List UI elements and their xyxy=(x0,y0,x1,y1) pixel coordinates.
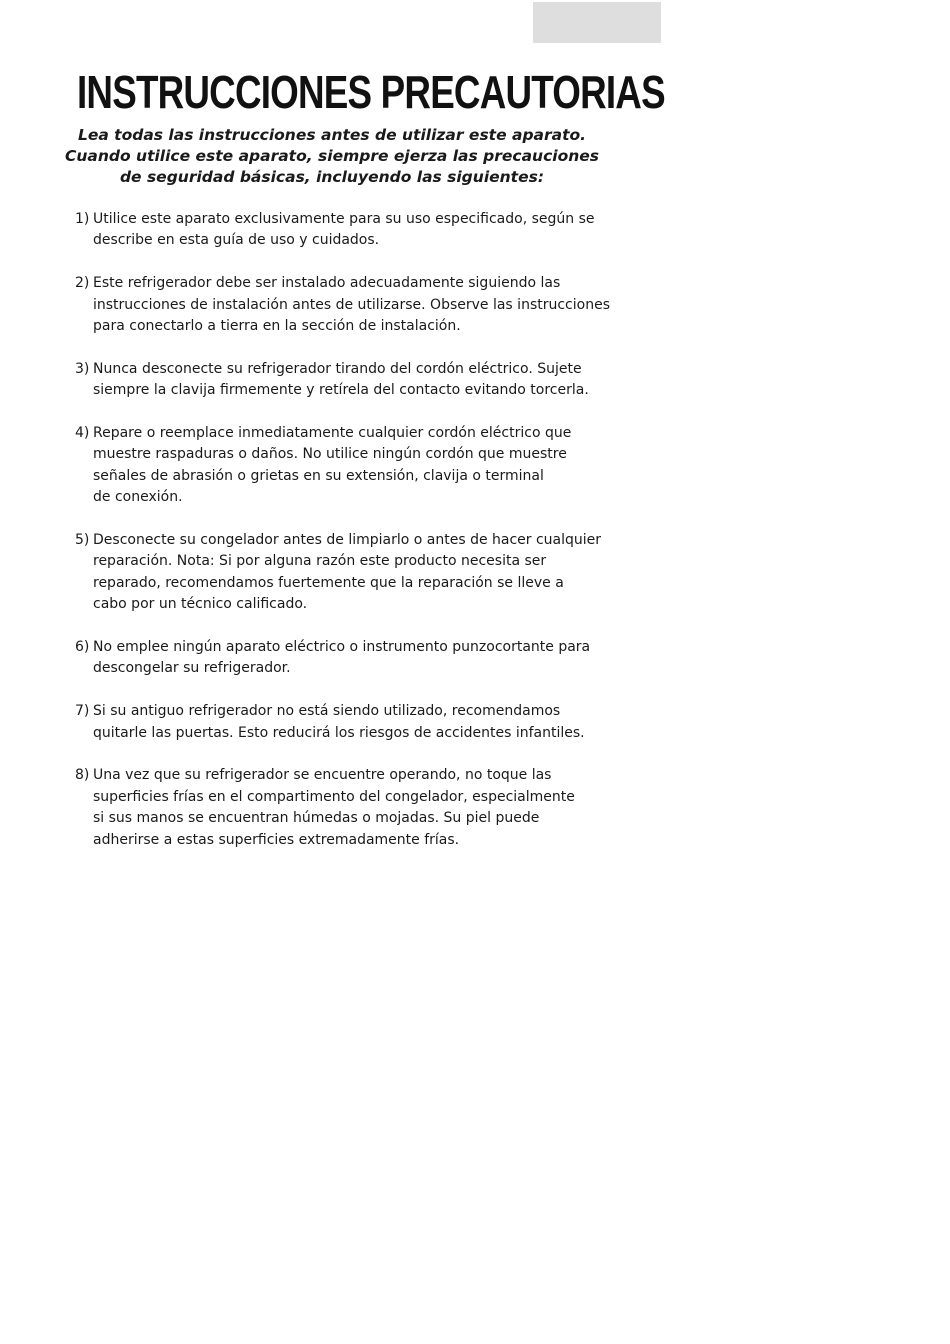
instruction-number: 7) xyxy=(75,703,90,720)
instruction-text-line: de conexión. xyxy=(93,489,183,506)
instruction-text-line: reparación. Nota: Si por alguna razón este producto necesita ser xyxy=(93,553,547,570)
instruction-text-line: descongelar su refrigerador. xyxy=(93,660,291,677)
instruction-item xyxy=(75,701,615,744)
instruction-text-line: superficies frías en el compartimento del congelador, especialmente xyxy=(93,788,575,805)
instruction-number: 8) xyxy=(75,767,90,784)
instruction-number: 6) xyxy=(75,639,90,656)
instruction-text-line: si sus manos se encuentran húmedas o mojadas. Su piel puede xyxy=(93,810,540,827)
instruction-list xyxy=(75,209,615,872)
intro-line: Cuando utilice este aparato, siempre ejerza las precauciones xyxy=(64,147,599,165)
instruction-text-line: Repare o reemplace inmediatamente cualquier cordón eléctrico que xyxy=(93,425,572,442)
instruction-text-line: siempre la clavija firmemente y retírela del contacto evitando torcerla. xyxy=(93,382,589,399)
page-tab-marker xyxy=(533,2,661,43)
intro-line: de seguridad básicas, incluyendo las siguientes: xyxy=(119,168,545,186)
instruction-number: 1) xyxy=(75,211,90,227)
instruction-text-line: reparado, recomendamos fuertemente que la reparación se lleve a xyxy=(93,574,564,591)
instruction-text-line: describe en esta guía de uso y cuidados. xyxy=(93,232,380,249)
instruction-item xyxy=(75,637,615,680)
instruction-item xyxy=(75,765,615,851)
instruction-text-line: Una vez que su refrigerador se encuentre operando, no toque las xyxy=(93,767,552,784)
instruction-text-line: señales de abrasión o grietas en su extensión, clavija o terminal xyxy=(93,467,544,484)
instruction-text-line: instrucciones de instalación antes de utilizarse. Observe las instrucciones xyxy=(93,296,610,313)
instruction-text-line: Utilice este aparato exclusivamente para su uso especificado, según se xyxy=(93,211,595,227)
instruction-text-line: cabo por un técnico calificado. xyxy=(93,596,308,613)
instruction-text-line: para conectarlo a tierra en la sección de instalación. xyxy=(93,318,461,335)
instruction-item xyxy=(75,273,615,337)
instruction-number: 2) xyxy=(75,275,90,292)
instruction-text-line: quitarle las puertas. Esto reducirá los riesgos de accidentes infantiles. xyxy=(93,724,585,741)
intro-line: Lea todas las instrucciones antes de utilizar este aparato. xyxy=(77,126,587,144)
instruction-item xyxy=(75,209,615,252)
instruction-text-line: Nunca desconecte su refrigerador tirando del cordón eléctrico. Sujete xyxy=(93,360,582,377)
instruction-text-line: Si su antiguo refrigerador no está siendo utilizado, recomendamos xyxy=(93,703,561,720)
instruction-text-line: adherirse a estas superficies extremadamente frías. xyxy=(93,831,460,848)
instruction-number: 4) xyxy=(75,425,90,442)
instruction-text-line: Este refrigerador debe ser instalado adecuadamente siguiendo las xyxy=(93,275,561,292)
instruction-number: 5) xyxy=(75,532,90,549)
instruction-text-line: No emplee ningún aparato eléctrico o instrumento punzocortante para xyxy=(93,639,591,656)
intro-paragraph xyxy=(60,125,604,188)
instruction-text-line: muestre raspaduras o daños. No utilice ningún cordón que muestre xyxy=(93,446,567,463)
instruction-item xyxy=(75,530,615,616)
instruction-number: 3) xyxy=(75,360,90,377)
instruction-text-line: Desconecte su congelador antes de limpiarlo o antes de hacer cualquier xyxy=(93,532,602,549)
page-title: INSTRUCCIONES PRECAUTORIAS xyxy=(77,66,665,118)
instruction-item xyxy=(75,359,615,402)
instruction-item xyxy=(75,423,615,509)
